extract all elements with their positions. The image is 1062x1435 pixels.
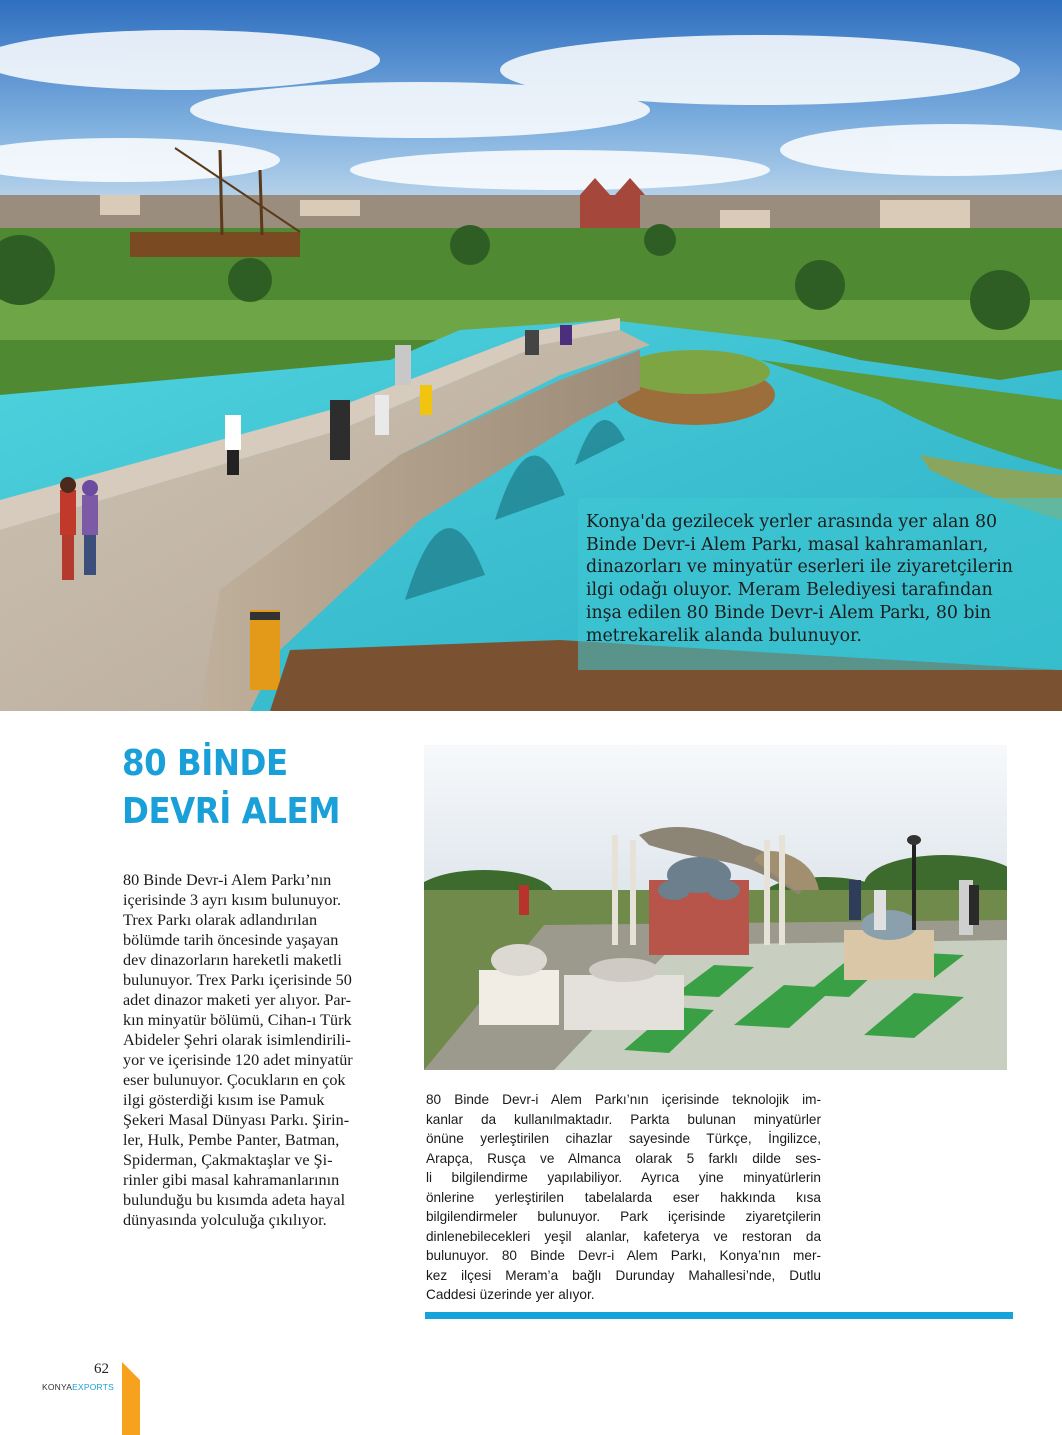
caption-line: Arapça, Rusça ve Almanca olarak 5 farklı dilde ses- bbox=[426, 1150, 821, 1166]
hero-caption-line: Binde Devr-i Alem Parkı, masal kahramanları, bbox=[586, 534, 989, 555]
body-line: Şekeri Masal Dünyası Parkı. Şirin- bbox=[123, 1111, 350, 1129]
body-line: kın minyatür bölümü, Cihan-ı Türk bbox=[123, 1011, 352, 1029]
caption-line: dinlenebilecekleri yeşil alanlar, kafeterya ve restoran da bbox=[426, 1228, 821, 1244]
orange-accent-tab bbox=[122, 1362, 140, 1435]
caption-line: kanlar da kullanılmaktadır. Parkta bulunan minyatürler bbox=[426, 1111, 821, 1127]
photo-caption bbox=[426, 1090, 821, 1305]
caption-line: Caddesi üzerinde yer alıyor. bbox=[426, 1287, 595, 1302]
body-line: bölümde tarih öncesinde yaşayan bbox=[123, 931, 339, 949]
caption-line: bilgilendirmeler bulunuyor. Park içerisinde ziyaretçilerin bbox=[426, 1209, 821, 1224]
body-line: içerisinde 3 ayrı kısım bulunuyor. bbox=[123, 891, 342, 909]
body-line: Abideler Şehri olarak isimlendirili- bbox=[123, 1031, 351, 1049]
caption-line: li bilgilendirme yapılabiliyor. Ayrıca yine minyatürlerin bbox=[426, 1170, 821, 1185]
caption-line: önlerine yerleştirilen tabelalarda eser hakkında kısa bbox=[426, 1189, 821, 1205]
article-title-line-1: 80 BİNDE bbox=[122, 743, 288, 784]
body-line: rinler gibi masal kahramanlarının bbox=[123, 1171, 340, 1189]
body-line: yor ve içerisinde 120 adet minyatür bbox=[123, 1051, 353, 1069]
body-line: Trex Parkı olarak adlandırılan bbox=[123, 911, 318, 929]
caption-line: önüne yerleştirilen cihazlar sayesinde Türkçe, İngilizce, bbox=[426, 1131, 821, 1146]
article-body bbox=[123, 870, 393, 1230]
body-line: dev dinazorların hareketli maketli bbox=[123, 951, 342, 969]
article-title-line-2: DEVRİ ALEM bbox=[122, 791, 340, 832]
caption-line: 80 Binde Devr-i Alem Parkı’nın içerisinde teknolojik im- bbox=[426, 1092, 821, 1107]
hero-caption-line: dinazorları ve minyatür eserleri ile ziyaretçilerin bbox=[586, 557, 1013, 578]
hero-photo bbox=[0, 0, 1062, 711]
blue-divider bbox=[425, 1312, 1013, 1319]
magazine-brand bbox=[42, 1382, 114, 1392]
body-line: eser bulunuyor. Çocukların en çok bbox=[123, 1071, 346, 1089]
hero-caption-line: Konya'da gezilecek yerler arasında yer alan 80 bbox=[586, 512, 997, 532]
caption-line: kez ilçesi Meram’a bağlı Durunday Mahallesi’nde, Dutlu bbox=[426, 1267, 821, 1283]
body-line: ler, Hulk, Pembe Panter, Batman, bbox=[123, 1131, 340, 1149]
body-line: 80 Binde Devr-i Alem Parkı’nın bbox=[123, 871, 332, 889]
caption-line: bulunuyor. 80 Binde Devr-i Alem Parkı, Konya’nın mer- bbox=[426, 1248, 821, 1263]
article-title bbox=[122, 740, 340, 836]
hero-caption-line: inşa edilen 80 Binde Devr-i Alem Parkı, 80 bin bbox=[586, 602, 992, 623]
body-line: ilgi gösterdiği kısım ise Pamuk bbox=[123, 1091, 325, 1109]
page-number: 62 bbox=[94, 1361, 109, 1377]
body-line: bulunduğu bu kısımda adeta hayal bbox=[123, 1191, 346, 1209]
miniature-park-photo bbox=[424, 745, 1007, 1070]
body-line: bulunuyor. Trex Parkı içerisinde 50 bbox=[123, 971, 352, 989]
brand-part-2: EXPORTS bbox=[72, 1382, 115, 1392]
body-line: dünyasında yolculuğa çıkılıyor. bbox=[123, 1211, 327, 1229]
hero-caption-line: ilgi odağı oluyor. Meram Belediyesi tarafından bbox=[586, 580, 993, 601]
brand-part-1: KONYA bbox=[42, 1382, 73, 1392]
body-line: adet dinazor maketi yer alıyor. Par- bbox=[123, 991, 352, 1009]
miniature-hagia-sophia-photo bbox=[424, 745, 1007, 1070]
body-line: Spiderman, Çakmaktaşlar ve Şi- bbox=[123, 1151, 333, 1169]
hero-caption bbox=[586, 511, 1046, 647]
hero-caption-line: metrekarelik alanda bulunuyor. bbox=[586, 625, 862, 646]
